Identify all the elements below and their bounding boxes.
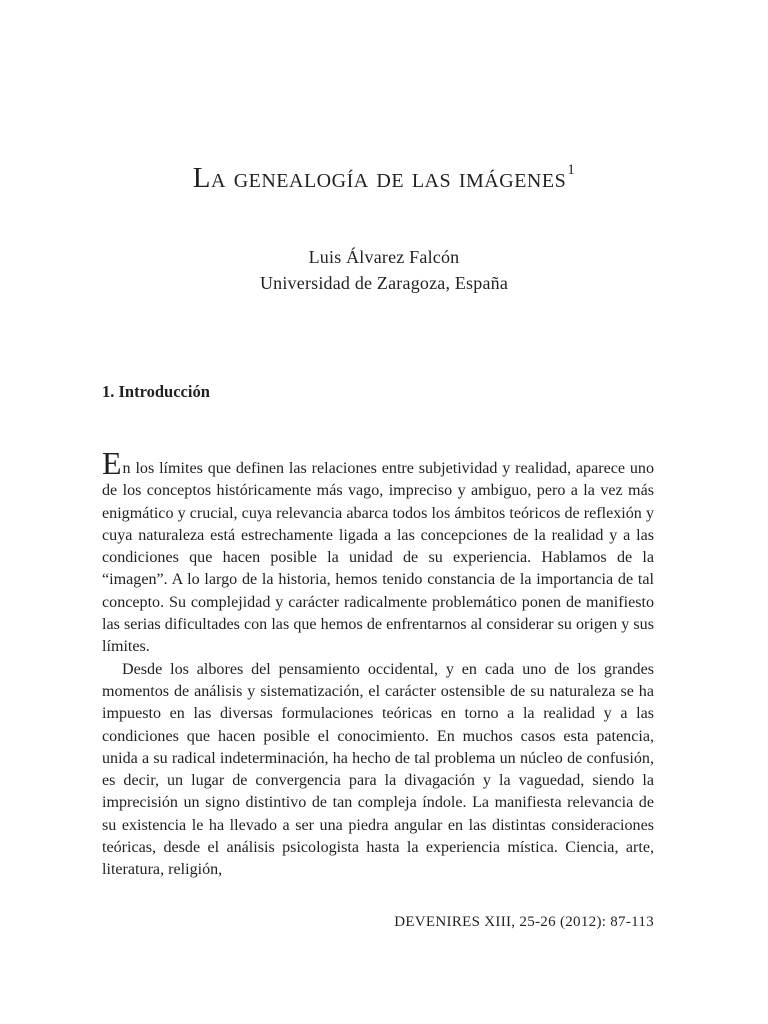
paragraph-1-text: n los límites que definen las relaciones entre subjetividad y realidad, aparece uno de los conceptos históricamente más vago, impreciso y ambiguo, pero a la vez más enigmático y crucial, cuya relevancia abarca todos los ámbitos teóricos de reflexión y cuya naturaleza está estrechamente ligada a las concepciones de la realidad y a las condiciones que hacen posible la unidad de su experiencia. Hablamos de la “imagen”. A lo largo de la historia, hemos tenido constancia de la importancia de tal concepto. Su complejidad y carácter radicalmente problemático ponen de manifiesto las serias dificultades con las que hemos de enfrentarnos al considerar su origen y sus límites. [102,460,654,656]
drop-cap: E [102,445,122,481]
section-heading: 1. Introducción [102,382,210,401]
paragraph-1 [102,445,654,659]
author-affiliation: Universidad de Zaragoza, España [259,273,509,293]
paragraph-2: Desde los albores del pensamiento occidental, y en cada uno de los grandes momentos de análisis y sistematización, el carácter ostensible de su naturaleza se ha impuesto en las diversas formulaciones teóricas en torno a la realidad y a las condiciones que hacen posible el conocimiento. En muchos casos esta patencia, unida a su radical indeterminación, ha hecho de tal problema un núcleo de confusión, es decir, un lugar de convergencia para la divagación y la vaguedad, siendo la imprecisión un signo distintivo de tan compleja índole. La manifiesta relevancia de su existencia le ha llevado a ser una piedra angular en las distintas consideraciones teóricas, desde el análisis psicologista hasta la experiencia mística. Ciencia, arte, literatura, religión, [102,660,654,879]
article-title [0,162,768,195]
journal-citation: DEVENIRES XIII, 25-26 (2012): 87-113 [394,914,654,930]
title-footnote-marker[interactable]: 1 [567,162,576,178]
body-text [102,445,654,882]
author-name: Luis Álvarez Falcón [308,247,460,267]
article-title-text: La genealogía de las imágenes [192,162,567,194]
